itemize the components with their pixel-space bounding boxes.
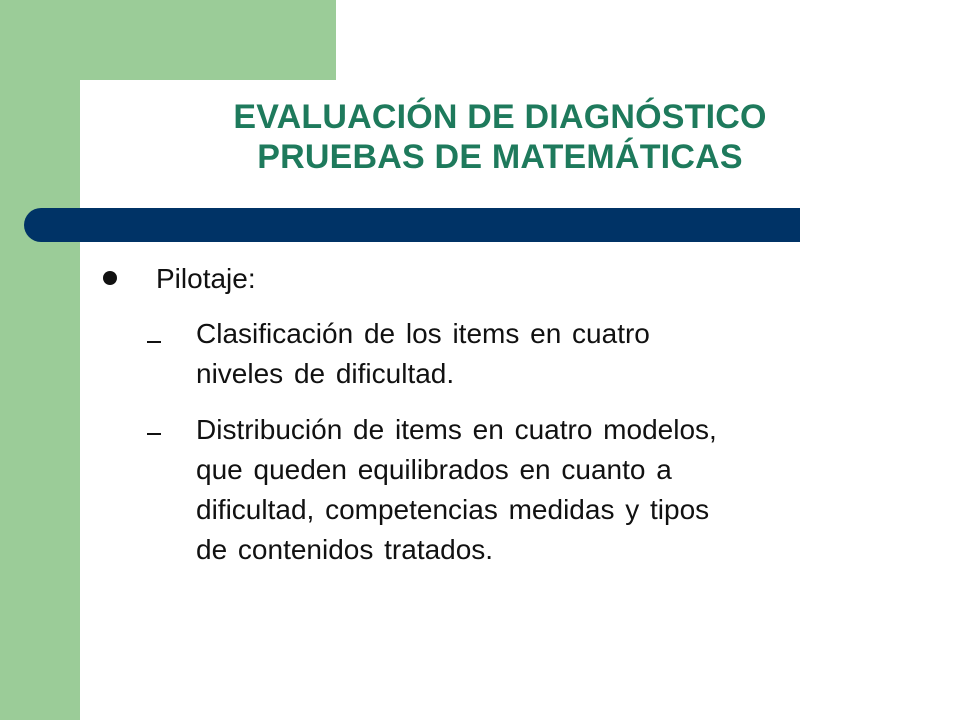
sub-bullet-2-line-2: que queden equilibrados en cuanto a [196,454,672,485]
sub-bullet-2-line-3: dificultad, competencias medidas y tipos [196,494,710,525]
dash-bullet-icon [147,341,161,343]
sub-bullet-2-line-4: de contenidos tratados. [196,534,494,565]
slide-title-line-1: EVALUACIÓN DE DIAGNÓSTICO [233,98,767,136]
sub-bullet-1 [196,314,650,394]
dash-bullet-icon [147,433,161,435]
sub-bullet-1-line-2: niveles de dificultad. [196,358,455,389]
bullet-label: Pilotaje: [156,263,256,294]
bullet-dot-icon [103,271,117,285]
sub-bullet-2 [196,410,717,570]
sub-bullet-2-line-1: Distribución de items en cuatro modelos, [196,414,717,445]
sub-bullet-1-line-1: Clasificación de los items en cuatro [196,318,650,349]
slide-title-line-2: PRUEBAS DE MATEMÁTICAS [257,138,743,176]
